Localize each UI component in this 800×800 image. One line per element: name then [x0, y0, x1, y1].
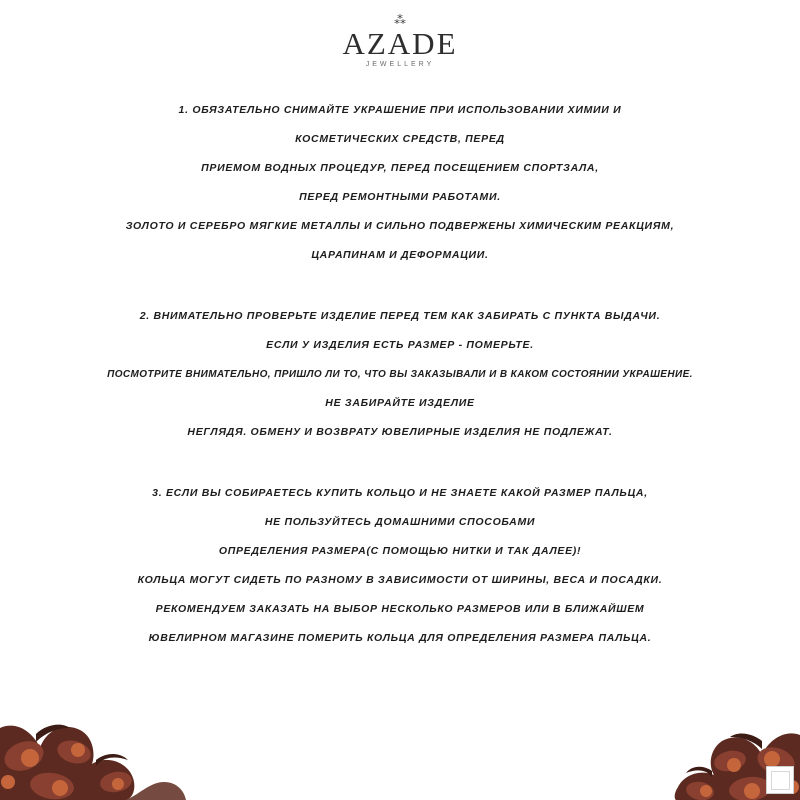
- text-line: ЦАРАПИНАМ И ДЕФОРМАЦИИ.: [311, 249, 489, 261]
- floral-ornament-left-icon: [0, 690, 230, 800]
- text-line: ЕСЛИ У ИЗДЕЛИЯ ЕСТЬ РАЗМЕР - ПОМЕРЬТЕ.: [266, 339, 534, 351]
- corner-badge: [766, 766, 794, 794]
- text-line: КОСМЕТИЧЕСКИХ СРЕДСТВ, ПЕРЕД: [295, 133, 505, 145]
- text-line: ЮВЕЛИРНОМ МАГАЗИНЕ ПОМЕРИТЬ КОЛЬЦА ДЛЯ ОПРЕДЕЛЕНИЯ РАЗМЕРА ПАЛЬЦА.: [148, 632, 652, 644]
- text-line: 1. ОБЯЗАТЕЛЬНО СНИМАЙТЕ УКРАШЕНИЕ ПРИ ИСПОЛЬЗОВАНИИ ХИМИИ И: [178, 104, 622, 116]
- badge-inner-frame: [771, 771, 790, 790]
- care-instructions: [0, 96, 800, 667]
- text-line: 3. ЕСЛИ ВЫ СОБИРАЕТЕСЬ КУПИТЬ КОЛЬЦО И НЕ ЗНАЕТЕ КАКОЙ РАЗМЕР ПАЛЬЦА,: [152, 487, 648, 499]
- paragraph-3: [0, 479, 800, 653]
- brand-logo: [0, 12, 800, 68]
- text-line: НЕ ЗАБИРАЙТЕ ИЗДЕЛИЕ: [325, 397, 475, 409]
- text-line: ПЕРЕД РЕМОНТНЫМИ РАБОТАМИ.: [299, 191, 501, 203]
- text-line: ПОСМОТРИТЕ ВНИМАТЕЛЬНО, ПРИШЛО ЛИ ТО, ЧТО ВЫ ЗАКАЗЫВАЛИ И В КАКОМ СОСТОЯНИИ УКРАШЕНИЕ.: [107, 369, 693, 380]
- text-line: ЗОЛОТО И СЕРЕБРО МЯГКИЕ МЕТАЛЛЫ И СИЛЬНО ПОДВЕРЖЕНЫ ХИМИЧЕСКИМ РЕАКЦИЯМ,: [125, 220, 675, 232]
- text-line: ПРИЕМОМ ВОДНЫХ ПРОЦЕДУР, ПЕРЕД ПОСЕЩЕНИЕМ СПОРТЗАЛА,: [201, 162, 599, 174]
- spacer: [0, 461, 800, 479]
- logo-ornament-icon: ⁂: [394, 13, 406, 27]
- text-line: НЕ ПОЛЬЗУЙТЕСЬ ДОМАШНИМИ СПОСОБАМИ: [264, 516, 536, 528]
- text-line: 2. ВНИМАТЕЛЬНО ПРОВЕРЬТЕ ИЗДЕЛИЕ ПЕРЕД ТЕМ КАК ЗАБИРАТЬ С ПУНКТА ВЫДАЧИ.: [139, 310, 661, 322]
- brand-subtitle: JEWELLERY: [365, 61, 435, 68]
- paragraph-2: [0, 302, 800, 447]
- brand-name: AZADE: [342, 26, 458, 61]
- text-line: КОЛЬЦА МОГУТ СИДЕТЬ ПО РАЗНОМУ В ЗАВИСИМОСТИ ОТ ШИРИНЫ, ВЕСА И ПОСАДКИ.: [137, 574, 663, 586]
- text-line: НЕГЛЯДЯ. ОБМЕНУ И ВОЗВРАТУ ЮВЕЛИРНЫЕ ИЗДЕЛИЯ НЕ ПОДЛЕЖАТ.: [187, 426, 613, 438]
- paragraph-1: [0, 96, 800, 270]
- text-line: ОПРЕДЕЛЕНИЯ РАЗМЕРА(С ПОМОЩЬЮ НИТКИ И ТАК ДАЛЕЕ)!: [218, 545, 582, 557]
- text-line: РЕКОМЕНДУЕМ ЗАКАЗАТЬ НА ВЫБОР НЕСКОЛЬКО РАЗМЕРОВ ИЛИ В БЛИЖАЙШЕМ: [155, 603, 645, 615]
- spacer: [0, 284, 800, 302]
